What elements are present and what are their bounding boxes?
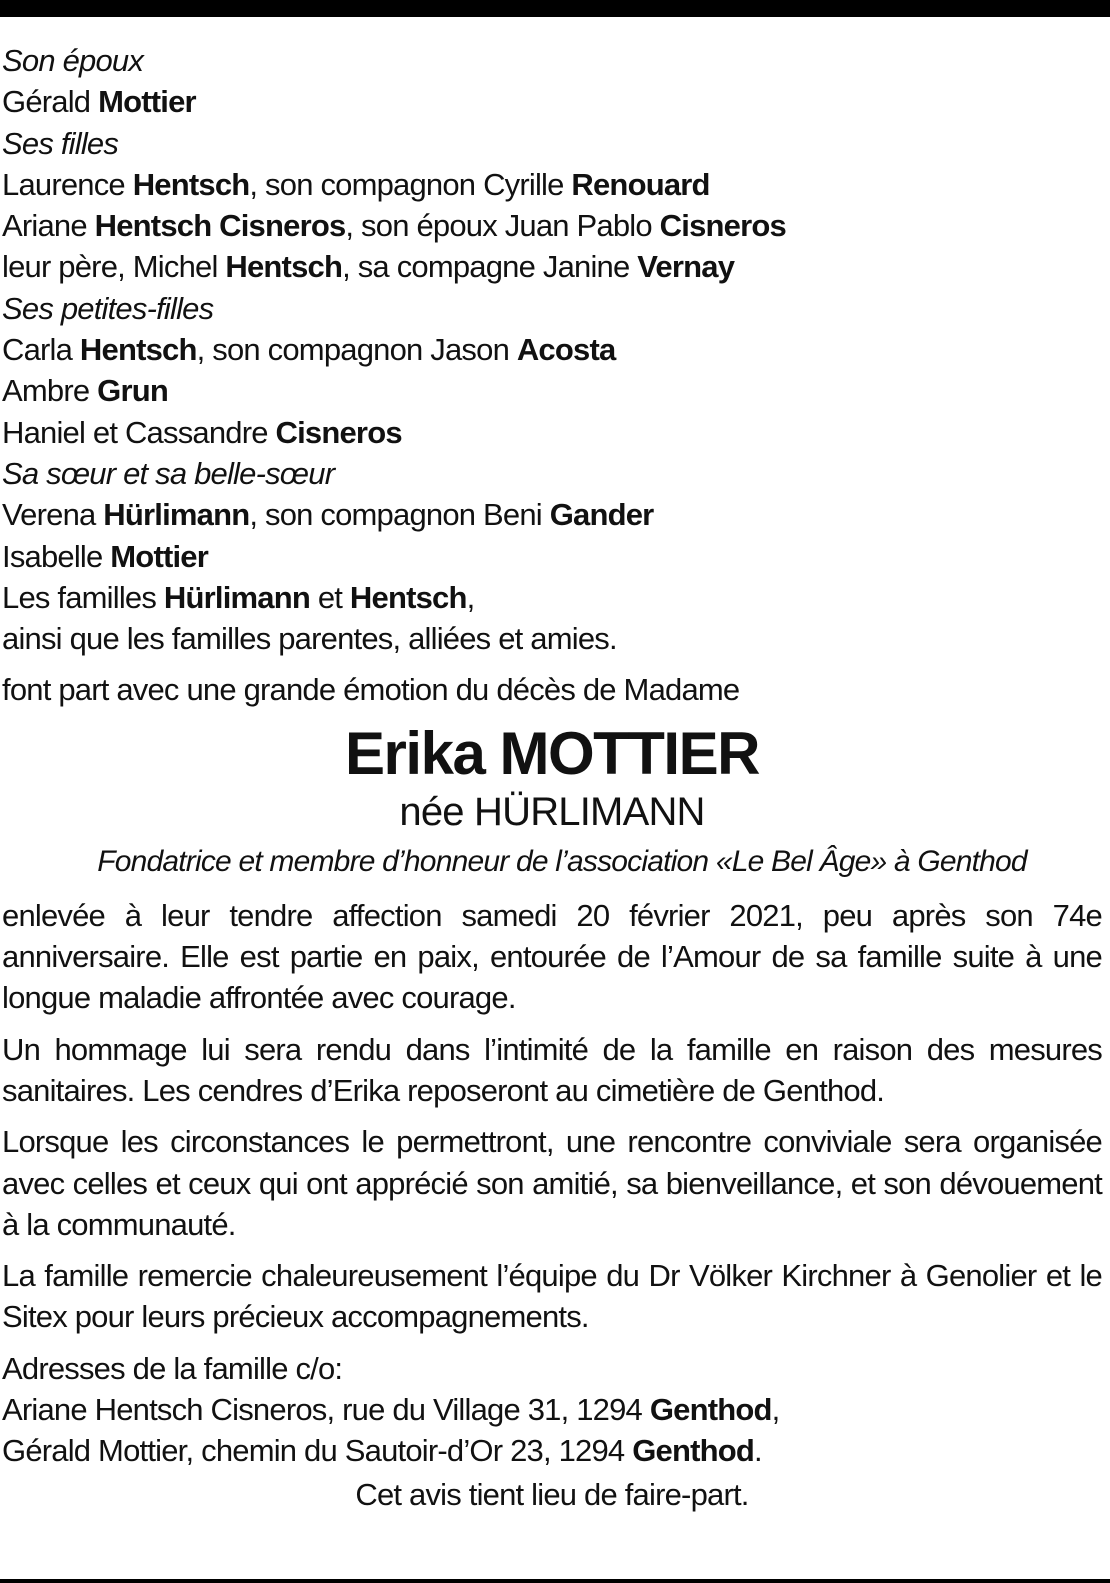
deceased-name: Erika MOTTIER	[345, 719, 759, 787]
top-rule	[0, 0, 1110, 17]
prefix: leur père, Michel	[2, 249, 218, 285]
label-granddaughters: Ses petites-filles	[2, 290, 214, 326]
address-1	[2, 1389, 1102, 1430]
paragraph-thanks: La famille remercie chaleureusement l’équipe du Dr Völker Kirchner à Genolier et le Sitex pour leurs précieux accompagnements.	[2, 1258, 1102, 1335]
prefix: Les familles	[2, 579, 157, 615]
surname: Hentsch	[349, 579, 467, 615]
maiden-name: née HÜRLIMANN	[399, 789, 705, 834]
connector: , son compagnon Jason	[196, 332, 510, 368]
label-spouse: Son époux	[2, 43, 144, 78]
given-name: Carla	[2, 332, 73, 368]
bottom-rule	[0, 1579, 1110, 1583]
granddaughter-2-line	[2, 370, 1102, 411]
surname: Hentsch	[132, 166, 250, 202]
connector: , son compagnon Beni	[249, 497, 542, 533]
address-end: .	[754, 1433, 762, 1469]
surname: Hürlimann	[103, 497, 250, 533]
given-name: Ambre	[2, 373, 90, 409]
granddaughter-1-line	[2, 329, 1102, 370]
others-line: ainsi que les familles parentes, alliées et amies.	[2, 621, 617, 657]
closing-note: Cet avis tient lieu de faire-part.	[355, 1476, 749, 1512]
sister-1-line	[2, 494, 1102, 535]
given-name: Gérald	[2, 84, 91, 120]
surname: Mottier	[110, 538, 209, 574]
joiner: et	[317, 579, 343, 615]
partner-surname: Vernay	[637, 249, 735, 285]
surname: Hürlimann	[163, 579, 310, 615]
given-name: Verena	[2, 497, 96, 533]
partner-surname: Acosta	[516, 332, 616, 368]
partner-surname: Renouard	[571, 166, 710, 202]
label-sisters: Sa sœur et sa belle-sœur	[2, 455, 335, 491]
partner-surname: Cisneros	[659, 208, 786, 244]
address-city: Genthod	[632, 1433, 755, 1469]
deceased-role: Fondatrice et membre d’honneur de l’association «Le Bel Âge» à Genthod	[97, 844, 1027, 878]
announcement: font part avec une grande émotion du décès de Madame	[2, 672, 740, 708]
surname: Grun	[97, 373, 168, 409]
surname: Cisneros	[275, 414, 402, 450]
surname: Hentsch	[225, 249, 343, 285]
surname: Hentsch	[79, 332, 197, 368]
given-name: Ariane	[2, 208, 87, 244]
connector: , sa compagne Janine	[342, 249, 630, 285]
families-line	[2, 577, 1102, 618]
address-text: Ariane Hentsch Cisneros, rue du Village 31, 1294	[2, 1392, 642, 1428]
address-2	[2, 1430, 1102, 1471]
given-name: Laurence	[2, 166, 125, 202]
sister-2-line	[2, 536, 1102, 577]
label-daughters: Ses filles	[2, 125, 119, 161]
given-name: Haniel et Cassandre	[2, 414, 268, 450]
granddaughter-3-line	[2, 412, 1102, 453]
connector: , son époux Juan Pablo	[345, 208, 652, 244]
surname: Mottier	[98, 84, 196, 120]
addresses-label: Adresses de la famille c/o:	[2, 1350, 343, 1386]
given-name: Isabelle	[2, 538, 103, 574]
address-city: Genthod	[649, 1392, 772, 1428]
paragraph-gathering: Lorsque les circonstances le permettront, une rencontre conviviale sera organisée avec celles et ceux qui ont apprécié son amitié, sa bienveillance, et son dévouement à la communauté.	[2, 1124, 1102, 1242]
connector: , son compagnon Cyrille	[249, 166, 564, 202]
paragraph-death: enlevée à leur tendre affection samedi 20 février 2021, peu après son 74e anniversaire. Elle est partie en paix, entourée de l’Amour de sa famille suite à une longue maladie affrontée avec courage.	[2, 897, 1102, 1016]
obituary-notice	[2, 40, 1102, 1515]
partner-surname: Gander	[549, 497, 654, 533]
address-text: Gérald Mottier, chemin du Sautoir-d’Or 23, 1294	[2, 1433, 625, 1469]
daughter-1-line	[2, 164, 1102, 205]
paragraph-tribute: Un hommage lui sera rendu dans l’intimité de la famille en raison des mesures sanitaires. Les cendres d’Erika reposeront au cimetière de Genthod.	[2, 1031, 1102, 1108]
suffix: ,	[466, 579, 475, 615]
address-end: ,	[771, 1392, 780, 1428]
father-line	[2, 246, 1102, 287]
spouse-line	[2, 81, 1102, 122]
daughter-2-line	[2, 205, 1102, 246]
surname: Hentsch Cisneros	[94, 208, 346, 244]
